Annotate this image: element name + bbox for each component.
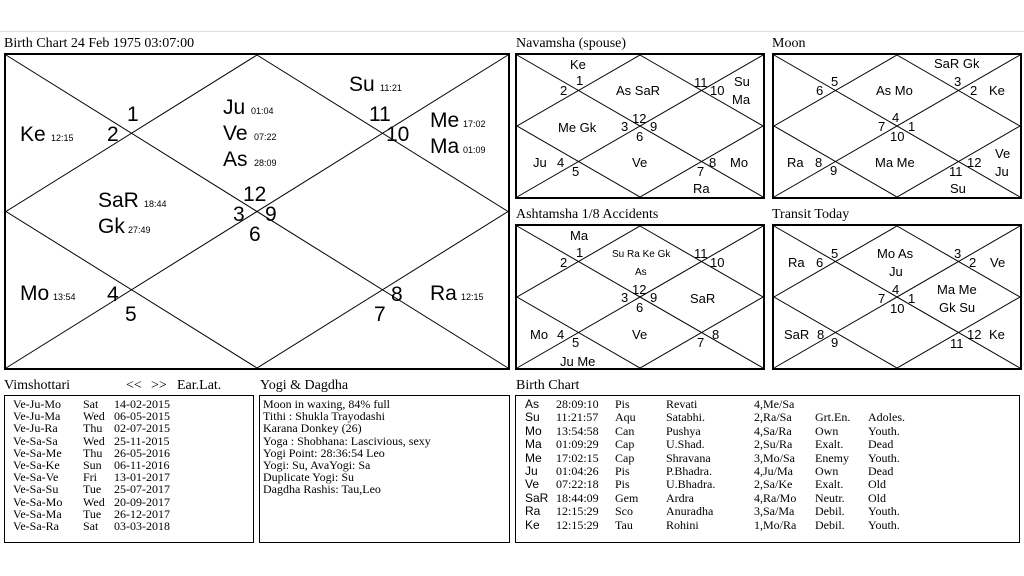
asht-h7: 7 [697,335,705,350]
moon-chart[interactable] [772,53,1022,199]
birth-table-pada-lords: 3,Sa/Ma [754,504,795,519]
house-5-number: 5 [125,303,137,326]
dasha-weekday: Wed [83,494,105,509]
birth-table-sign: Gem [615,490,639,505]
asht-as: As [635,267,647,278]
house-11-number: 11 [369,103,391,126]
birth-table-longitude: 01:09:29 [556,437,599,452]
dasha-period: Ve-Ju-Mo [13,397,61,411]
tr-h9: 9 [831,335,839,350]
dasha-period: Ve-Ju-Ma [13,409,61,424]
nav-h11: 11 [694,75,708,90]
planet-mo-degree: 13:54 [53,292,76,302]
asht-su-ra-ke-gk: Su Ra Ke Gk [612,249,671,260]
nav-h3: 3 [621,119,629,134]
top-divider [0,31,1024,32]
moon-labels [774,55,1020,197]
yogi-title: Yogi & Dagdha [260,378,349,393]
asht-sar: SaR [690,291,716,306]
birth-table-sign: Tau [615,517,633,532]
planet-ra-degree: 12:15 [461,292,484,302]
dasha-period: Ve-Sa-Me [13,445,62,460]
dasha-date: 25-07-2017 [114,482,170,497]
birth-table-planet: SaR [525,490,549,505]
moon-su: Su [950,181,966,196]
moon-h7: 7 [878,119,886,134]
dasha-weekday: Fri [83,470,98,485]
birth-table-longitude: 17:02:15 [556,450,599,465]
moon-h2: 2 [970,83,978,98]
birth-table-dignity: Own [815,464,839,478]
birth-table-pada-lords: 2,Ra/Sa [754,410,792,425]
house-1-number: 1 [127,103,139,126]
planet-as-degree: 28:09 [254,158,277,168]
house-9-number: 9 [265,203,277,226]
nav-h8: 8 [709,155,717,170]
dasha-date: 26-05-2016 [114,445,170,460]
asht-ve: Ve [632,327,648,342]
vimshottari-prev-button[interactable]: << [126,378,142,393]
nav-mo: Mo [730,155,749,170]
dasha-date: 13-01-2017 [114,470,170,485]
birth-table-dignity: Neutr. [815,490,845,505]
birth-table-longitude: 07:22:18 [556,477,599,492]
dasha-weekday: Tue [83,482,102,497]
dasha-weekday: Tue [83,506,102,521]
moon-as-mo: As Mo [876,83,913,98]
birth-table-nakshatra: U.Bhadra. [666,477,716,492]
birth-table-planet: Ra [525,504,541,519]
asht-h12: 12 [632,282,647,297]
moon-h1: 1 [908,119,916,134]
dasha-weekday: Sat [83,397,99,411]
dasha-date: 03-03-2018 [114,519,170,533]
birth-table-pada-lords: 3,Mo/Sa [754,450,796,465]
birth-table-avastha: Old [868,490,886,505]
nav-as-sar: As SaR [616,83,661,98]
nav-ma: Ma [732,92,751,107]
birth-table-dignity: Exalt. [815,437,844,452]
birth-table-sign: Cap [615,437,635,452]
tr-h4: 4 [892,282,900,297]
birth-table-planet: Ke [525,517,540,532]
moon-h9: 9 [830,163,838,178]
birth-table-sign: Sco [615,504,633,519]
moon-h11: 11 [949,164,963,179]
ashtamsha-chart[interactable] [515,224,765,370]
birth-table-sign: Pis [615,477,630,492]
dasha-period: Ve-Sa-Mo [13,494,63,509]
asht-h3: 3 [621,290,629,305]
asht-h2: 2 [560,255,568,270]
tr-h7: 7 [878,291,886,306]
asht-h8: 8 [712,327,720,342]
transit-title: Transit Today [772,207,850,222]
birth-table-planet: Ve [525,477,540,492]
nav-h9: 9 [650,119,658,134]
tr-h11: 11 [950,336,964,351]
birth-table-longitude: 28:09:10 [556,397,599,411]
birth-table-planet: Mo [525,423,542,438]
birth-table-sign: Cap [615,450,635,465]
birth-table-longitude: 13:54:58 [556,423,599,438]
yogi-line: Yogi Point: 28:36:54 Leo [263,445,385,460]
planet-as: As [223,148,248,171]
yogi-line: Yoga : Shobhana: Lascivious, sexy [263,433,431,448]
house-4-number: 4 [107,283,119,306]
birth-table-sign: Pis [615,464,630,478]
main-chart-title: Birth Chart 24 Feb 1975 03:07:00 [4,36,195,51]
house-8-number: 8 [391,283,403,306]
birth-table-nakshatra: Anuradha [666,504,714,519]
main-chart-labels [6,55,508,368]
birth-table-pada-lords: 4,Me/Sa [754,397,795,411]
nav-su: Su [734,74,750,89]
asht-h11: 11 [694,246,708,261]
moon-h3: 3 [954,74,962,89]
asht-h4: 4 [557,327,565,342]
nav-me-gk: Me Gk [558,120,597,135]
birth-table-longitude: 12:15:29 [556,517,599,532]
birth-table-nakshatra: U.Shad. [666,437,705,452]
birth-table-pada-lords: 4,Ju/Ma [754,464,793,478]
dasha-date: 06-05-2015 [114,409,170,424]
nav-h5: 5 [572,164,580,179]
planet-su-degree: 11:21 [380,83,402,93]
planet-ra: Ra [430,282,457,305]
moon-h8: 8 [815,155,823,170]
birth-table-pada-lords: 2,Sa/Ke [754,477,793,492]
asht-h10: 10 [710,255,725,270]
moon-ve: Ve [995,146,1011,161]
dasha-date: 02-07-2015 [114,421,170,436]
birth-table-sign: Aqu [615,410,636,425]
yogi-line: Dagdha Rashis: Tau,Leo [263,482,381,497]
vimshottari-option[interactable]: Ear.Lat. [177,378,222,393]
asht-h6: 6 [636,300,644,315]
nav-ra: Ra [693,181,710,196]
transit-labels [774,226,1020,368]
tr-ra: Ra [788,255,805,270]
planet-ju-degree: 01:04 [251,106,274,116]
dasha-date: 06-11-2016 [114,458,170,472]
navamsha-chart[interactable] [515,53,765,199]
vimshottari-title: Vimshottari [4,378,71,393]
tr-h6: 6 [816,255,824,270]
birth-table-nakshatra: P.Bhadra. [666,464,712,478]
tr-h8: 8 [817,327,825,342]
ashtamsha-labels [517,226,763,368]
house-7-number: 7 [374,303,386,326]
birth-table-planet: As [525,397,540,411]
asht-ju-me: Ju Me [560,354,596,369]
dasha-period: Ve-Sa-Sa [13,433,58,448]
birth-table-title: Birth Chart [516,378,580,393]
birth-table-pada-lords: 4,Ra/Mo [754,490,797,505]
moon-sar-gk: SaR Gk [934,56,980,71]
birth-table-dignity: Exalt. [815,477,844,492]
birth-table-pada-lords: 1,Mo/Ra [754,517,797,532]
tr-h3: 3 [954,246,962,261]
dasha-period: Ve-Sa-Ke [13,458,60,472]
moon-title: Moon [772,36,806,51]
dasha-weekday: Sun [83,458,102,472]
birth-table-nakshatra: Pushya [666,423,701,438]
birth-table-longitude: 12:15:29 [556,504,599,519]
birth-table-avastha: Dead [868,464,894,478]
dasha-weekday: Wed [83,433,105,448]
yogi-line: Tithi : Shukla Trayodashi [263,409,385,424]
birth-table-nakshatra: Shravana [666,450,711,465]
birth-table-avastha: Adoles. [868,410,905,425]
birth-table-avastha: Youth. [868,517,900,532]
asht-h9: 9 [650,290,658,305]
planet-gk: Gk [98,215,125,238]
birth-table-avastha: Youth. [868,423,900,438]
birth-table-longitude: 01:04:26 [556,464,599,478]
asht-h5: 5 [572,335,580,350]
birth-table-pada-lords: 4,Sa/Ra [754,423,792,438]
asht-h1: 1 [576,245,584,260]
dasha-date: 14-02-2015 [114,397,170,411]
planet-mo: Mo [20,282,50,305]
moon-h5: 5 [831,74,839,89]
nav-h6: 6 [636,129,644,144]
dasha-period: Ve-Sa-Ve [13,470,59,485]
planet-su: Su [349,73,375,96]
asht-ma: Ma [570,228,589,243]
house-10-number: 10 [386,123,410,146]
planet-ma-degree: 01:09 [463,145,486,155]
birth-table-sign: Pis [615,397,630,411]
planet-ke-degree: 12:15 [51,133,74,143]
birth-table-avastha: Youth. [868,450,900,465]
birth-table-avastha: Youth. [868,504,900,519]
birth-table-avastha: Dead [868,437,894,452]
birth-table-nakshatra: Ardra [666,490,694,505]
house-3-number: 3 [233,203,245,226]
birth-table-nakshatra: Rohini [666,517,699,532]
dasha-date: 26-12-2017 [114,506,170,521]
vimshottari-next-button[interactable]: >> [151,378,167,393]
birth-table-planet: Me [525,450,542,465]
birth-table-dignity: Grt.En. [815,410,851,425]
house-2-number: 2 [107,123,119,146]
birth-table-sign: Can [615,423,635,438]
planet-sar: SaR [98,189,139,212]
birth-table-nakshatra: Revati [666,397,698,411]
tr-ju: Ju [889,264,903,279]
nav-h4: 4 [557,155,565,170]
birth-table-dignity: Enemy [815,450,849,465]
birth-table-planet: Ju [525,464,538,478]
yogi-line: Yogi: Su, AvaYogi: Sa [263,458,371,472]
planet-sar-degree: 18:44 [144,199,167,209]
dasha-date: 25-11-2015 [114,433,170,448]
planet-me-degree: 17:02 [463,119,486,129]
asht-mo: Mo [530,327,549,342]
dasha-period: Ve-Sa-Ra [13,519,59,533]
nav-ve: Ve [632,155,648,170]
house-6-number: 6 [249,223,261,246]
nav-h10: 10 [710,83,725,98]
moon-ra: Ra [787,155,804,170]
tr-h1: 1 [908,291,916,306]
planet-ma: Ma [430,135,460,158]
tr-ma-me: Ma Me [937,282,977,297]
tr-ke: Ke [989,327,1005,342]
main-birth-chart[interactable] [4,53,510,370]
ashtamsha-title: Ashtamsha 1/8 Accidents [516,207,659,222]
nav-ju: Ju [533,155,547,170]
nav-h2: 2 [560,83,568,98]
nav-h12: 12 [632,111,647,126]
transit-chart[interactable] [772,224,1022,370]
tr-h2: 2 [969,255,977,270]
tr-gk-su: Gk Su [939,300,976,315]
birth-table-nakshatra: Satabhi. [666,410,705,425]
navamsha-title: Navamsha (spouse) [516,36,627,51]
tr-mo-as: Mo As [877,246,914,261]
dasha-weekday: Sat [83,519,99,533]
moon-h6: 6 [816,83,824,98]
birth-table-planet: Su [525,410,540,425]
dasha-weekday: Thu [83,445,103,460]
dasha-period: Ve-Ju-Ra [13,421,58,436]
birth-table-avastha: Old [868,477,886,492]
birth-table-planet: Ma [525,437,542,452]
moon-ke: Ke [989,83,1005,98]
yogi-line: Moon in waxing, 84% full [263,397,390,411]
planet-ju: Ju [223,96,246,119]
planet-gk-degree: 27:49 [128,225,151,235]
planet-me: Me [430,109,460,132]
moon-h4: 4 [892,110,900,125]
moon-h10: 10 [890,129,905,144]
birth-table-longitude: 18:44:09 [556,490,599,505]
birth-table-dignity: Own [815,423,839,438]
vimshottari-list[interactable] [4,395,254,543]
moon-h12: 12 [967,155,982,170]
yogi-line: Duplicate Yogi: Su [263,470,355,485]
moon-ma-me: Ma Me [875,155,915,170]
birth-table-dignity: Debil. [815,517,845,532]
planet-ke: Ke [20,123,46,146]
birth-table-panel [515,395,1020,543]
dasha-period: Ve-Sa-Su [13,482,59,497]
birth-table-dignity: Debil. [815,504,845,519]
planet-ve: Ve [223,122,248,145]
nav-h1: 1 [576,73,584,88]
tr-sar: SaR [784,327,810,342]
dasha-date: 20-09-2017 [114,494,170,509]
dasha-weekday: Thu [83,421,103,436]
yogi-panel [259,395,510,543]
birth-table-pada-lords: 2,Su/Ra [754,437,793,452]
moon-ju: Ju [995,164,1009,179]
dasha-period: Ve-Sa-Ma [13,506,62,521]
dasha-weekday: Wed [83,409,105,424]
tr-ve: Ve [990,255,1006,270]
tr-h5: 5 [831,246,839,261]
planet-ve-degree: 07:22 [254,132,277,142]
yogi-line: Karana Donkey (26) [263,421,362,436]
house-12-number: 12 [243,183,267,206]
tr-h10: 10 [890,301,905,316]
navamsha-labels [517,55,763,197]
nav-h7: 7 [697,164,705,179]
birth-table-longitude: 11:21:57 [556,410,599,425]
tr-h12: 12 [967,327,982,342]
nav-ke: Ke [570,57,586,72]
